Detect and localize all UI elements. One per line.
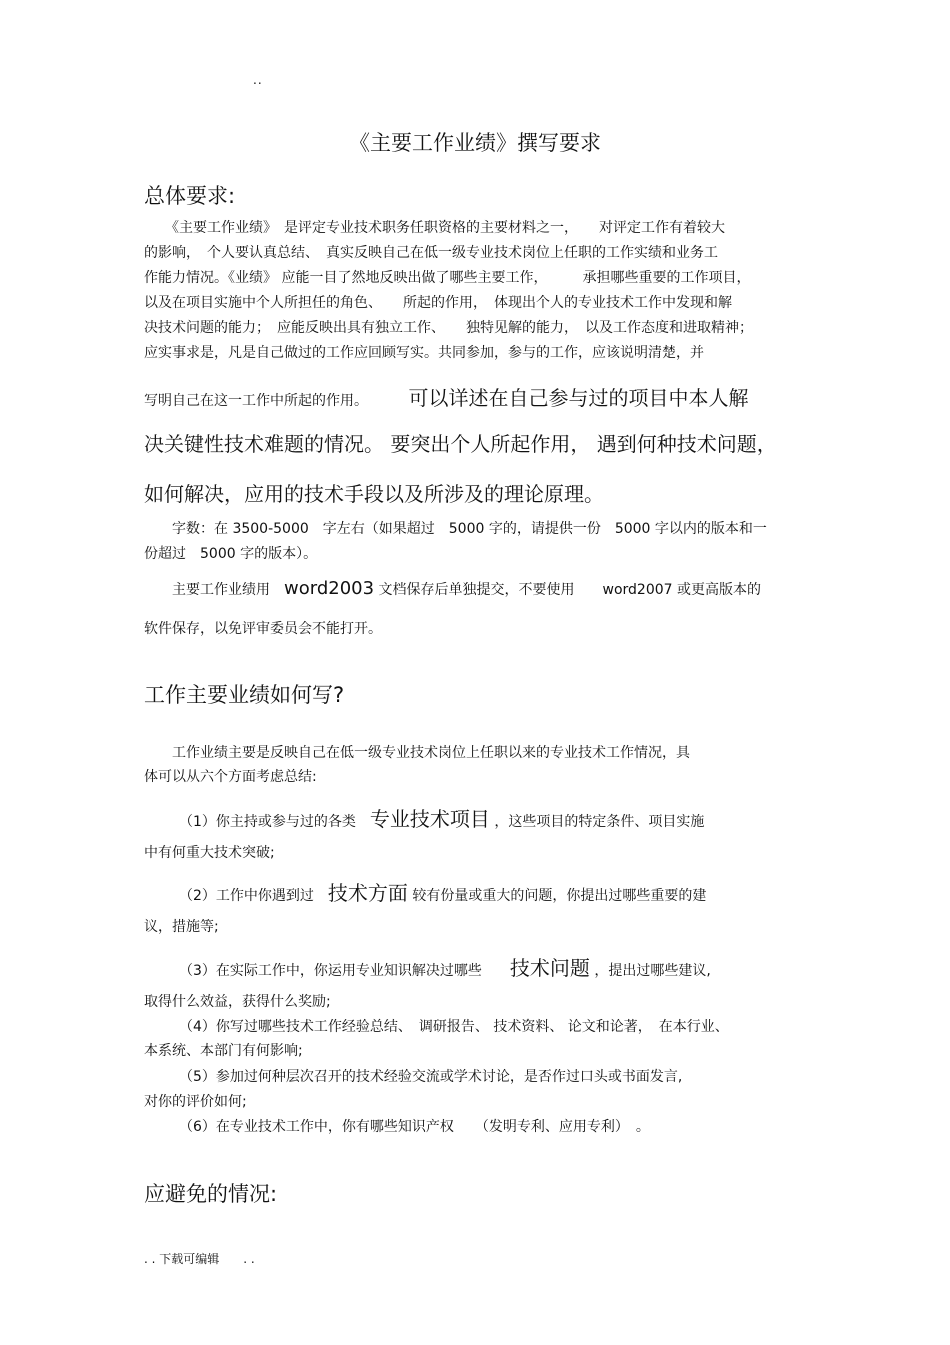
item-3-line-1: [144, 952, 711, 981]
section-heading-how-to-write: 工作主要业绩如何写?: [144, 683, 345, 707]
save-line-prefix: 主要工作业绩用: [144, 582, 284, 598]
how-intro-line-2: 体可以从六个方面考虑总结:: [144, 769, 317, 785]
how-intro-line-1: 工作业绩主要是反映自己在低一级专业技术岗位上任职以来的专业技术工作情况，具: [144, 745, 690, 761]
section-heading-overall: 总体要求:: [144, 184, 236, 208]
overall-para-line-1: 《主要工作业绩》 是评定专业技术职务任职资格的主要材料之一， 对评定工作有着较大: [144, 220, 725, 236]
item-2-emphasis: 技术方面: [327, 881, 408, 905]
overall-para-line-2: 的影响， 个人要认真总结、 真实反映自己在低一级专业技术岗位上任职的工作实绩和业务工: [144, 245, 718, 261]
item-5-line-2: 对你的评价如何;: [144, 1094, 247, 1110]
item-2-prefix: （2）工作中你遇到过: [144, 888, 328, 904]
item-1-line-1: [144, 803, 704, 832]
item-6-line-1: （6）在专业技术工作中，你有哪些知识产权 （发明专利、应用专利） 。: [144, 1119, 650, 1135]
header-dots: ..: [253, 73, 263, 87]
item-1-emphasis: 专业技术项目: [369, 807, 490, 831]
mixed-line-big: 可以详述在自己参与过的项目中本人解: [408, 386, 749, 410]
item-2-line-1: [144, 877, 706, 906]
item-4-line-2: 本系统、本部门有何影响;: [144, 1043, 303, 1059]
word-count-line-1: 字数：在 3500-5000 字左右（如果超过 5000 字的，请提供一份 5000 字以内的版本和一: [144, 521, 767, 537]
item-1-line-2: 中有何重大技术突破;: [144, 845, 275, 861]
item-5-line-1: （5）参加过何种层次召开的技术经验交流或学术讨论，是否作过口头或书面发言,: [144, 1069, 683, 1085]
section-heading-avoid: 应避免的情况:: [144, 1182, 278, 1206]
overall-para-line-5: 决技术问题的能力； 应能反映出具有独立工作、 独特见解的能力， 以及工作态度和进取精神；: [144, 320, 753, 336]
save-format-line-2: 软件保存，以免评审委员会不能打开。: [144, 621, 382, 637]
overall-para-line-4: 以及在项目实施中个人所担任的角色、 所起的作用， 体现出个人的专业技术工作中发现和解: [144, 295, 732, 311]
word-count-line-2: 份超过 5000 字的版本）。: [144, 546, 318, 562]
item-3-emphasis: 技术问题: [509, 956, 590, 980]
overall-para-line-6: 应实事求是，凡是自己做过的工作应回顾写实。共同参加，参与的工作，应该说明清楚，并: [144, 345, 704, 361]
item-3-line-2: 取得什么效益，获得什么奖励;: [144, 994, 331, 1010]
item-1-prefix: （1）你主持或参与过的各类: [144, 814, 370, 830]
overall-big-line-3: 如何解决，应用的技术手段以及所涉及的理论原理。: [144, 482, 604, 506]
item-2-suffix: 较有份量或重大的问题，你提出过哪些重要的建: [407, 888, 707, 904]
mixed-line-small: 写明自己在这一工作中所起的作用。: [144, 393, 368, 409]
footer-download-editable: . . 下载可编辑 . .: [144, 1252, 255, 1266]
overall-mixed-line: [144, 382, 748, 411]
save-format-line-1: [144, 578, 761, 599]
overall-big-line-2: 决关键性技术难题的情况。 要突出个人所起作用， 遇到何种技术问题，: [144, 432, 777, 456]
item-4-line-1: （4）你写过哪些技术工作经验总结、 调研报告、 技术资料、 论文和论著， 在本行业、: [144, 1019, 729, 1035]
overall-para-line-3: 作能力情况。《业绩》 应能一目了然地反映出做了哪些主要工作， 承担哪些重要的工作项目，: [144, 270, 751, 286]
item-3-prefix: （3）在实际工作中，你运用专业知识解决过哪些: [144, 963, 510, 979]
save-line-word2003: word2003: [284, 578, 375, 599]
document-title: 《主要工作业绩》撰写要求: [349, 131, 601, 155]
item-1-suffix: ，这些项目的特定条件、项目实施: [489, 814, 705, 830]
item-3-suffix: ，提出过哪些建议,: [589, 963, 711, 979]
save-line-suffix: 文档保存后单独提交，不要使用 word2007 或更高版本的: [374, 582, 762, 598]
item-2-line-2: 议，措施等;: [144, 919, 219, 935]
